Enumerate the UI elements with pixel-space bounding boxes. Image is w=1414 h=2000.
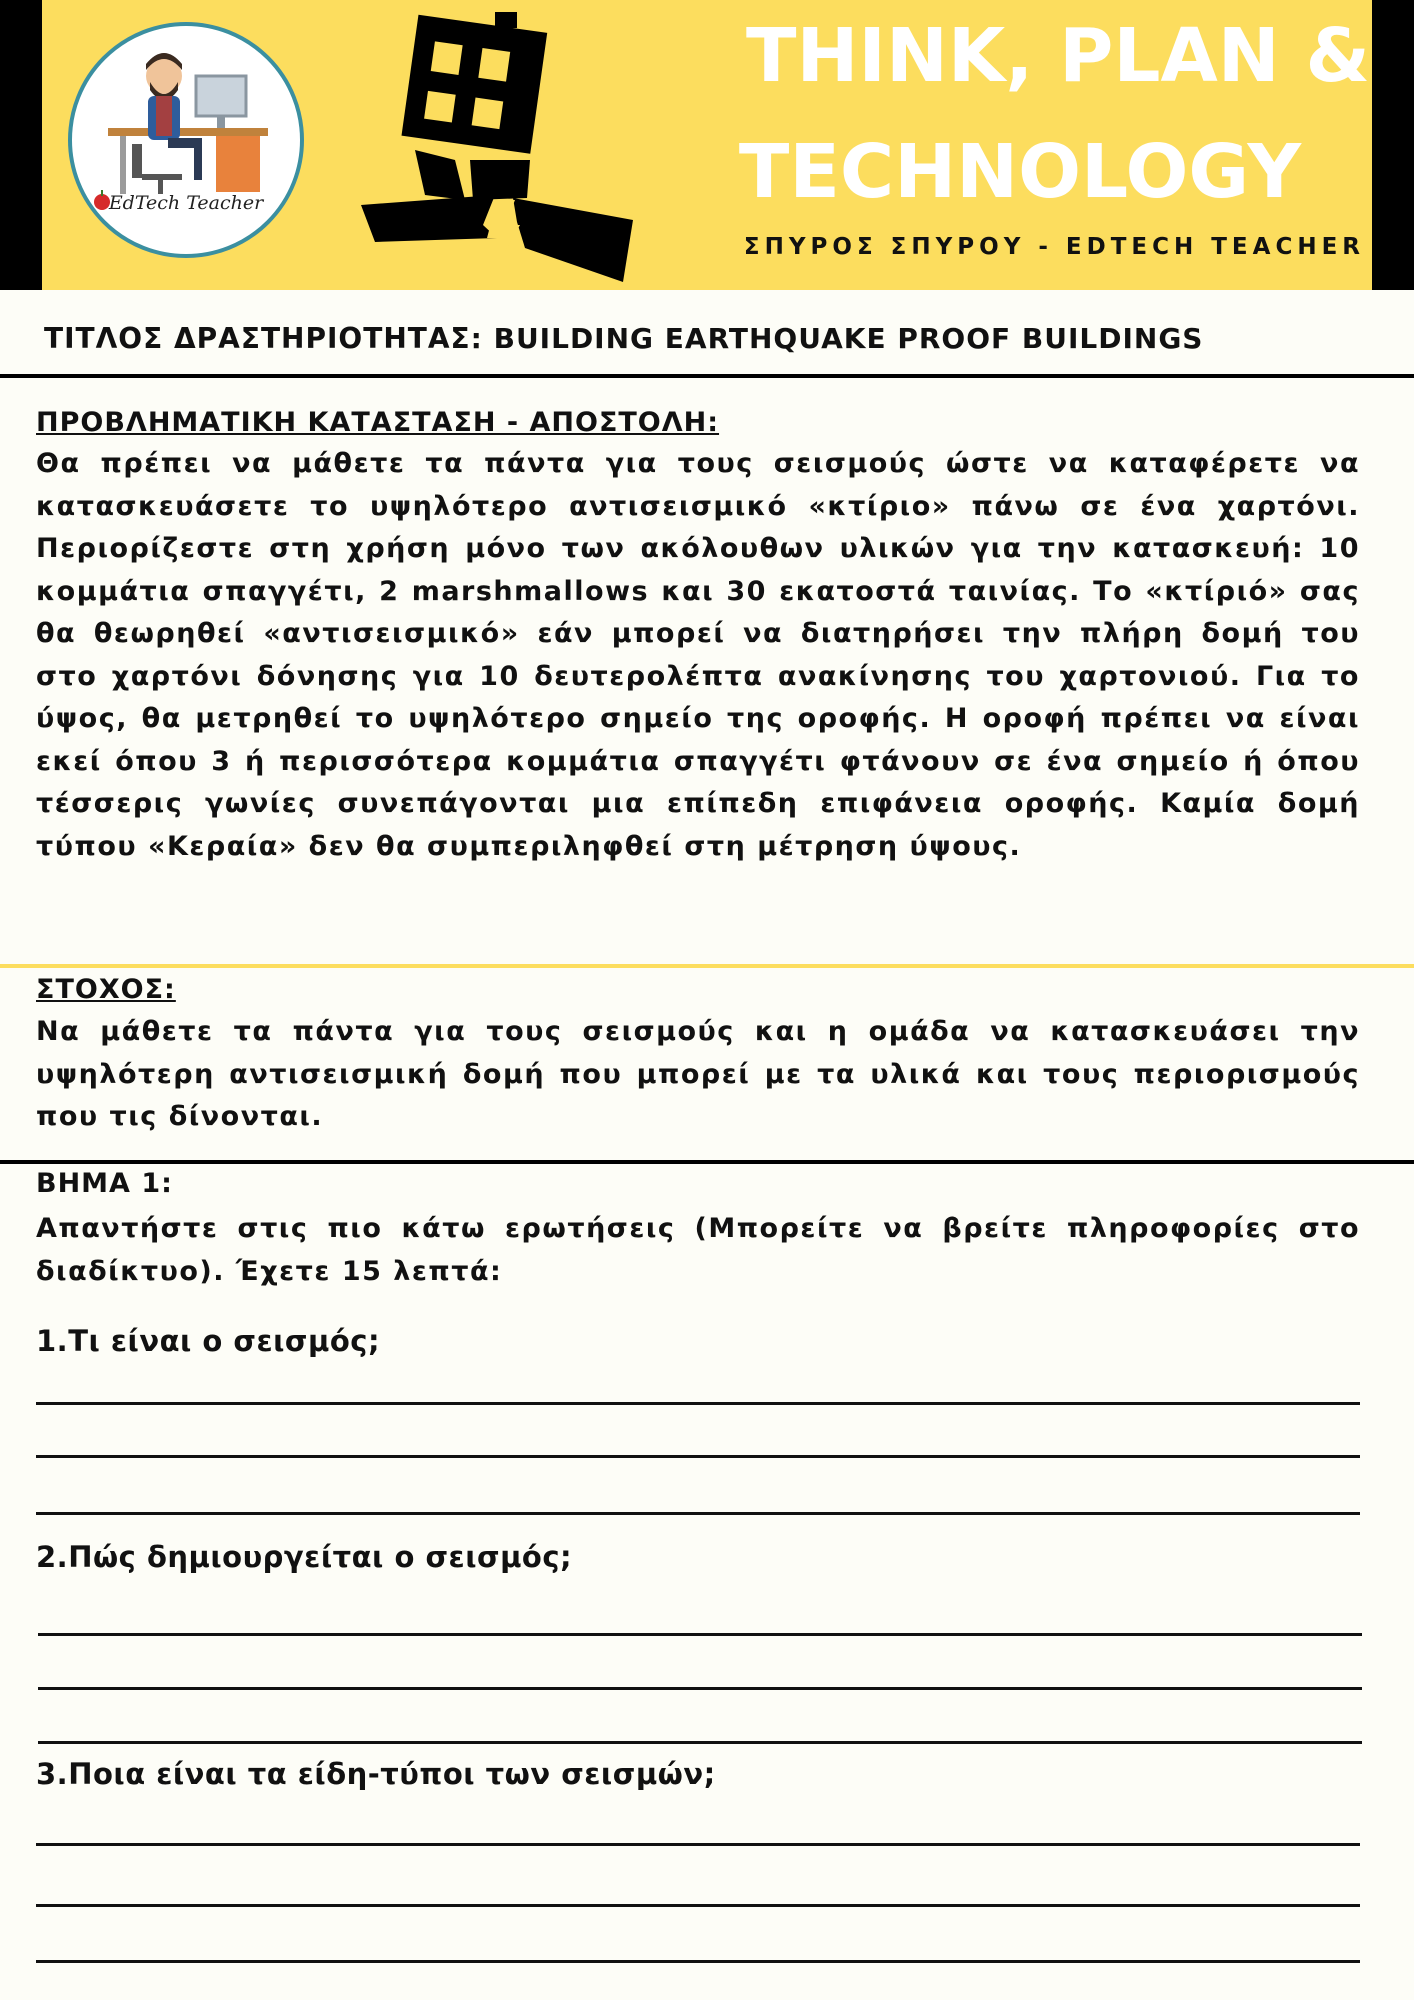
question-3: 3.Ποια είναι τα είδη-τύποι των σεισμών; xyxy=(36,1757,716,1791)
teacher-at-desk-icon xyxy=(72,26,300,254)
question-1: 1.Τι είναι ο σεισμός; xyxy=(36,1324,381,1358)
goal-heading: ΣΤΟΧΟΣ: xyxy=(36,974,176,1005)
divider xyxy=(0,374,1414,378)
step1-instructions: Απαντήστε στις πιο κάτω ερωτήσεις (Μπορείτε να βρείτε πληροφορίες στο διαδίκτυο). Έχετε 15 λεπτά: xyxy=(36,1213,1360,1287)
question-2: 2.Πώς δημιουργείται ο σεισμός; xyxy=(36,1540,573,1574)
answer-line[interactable] xyxy=(38,1687,1362,1690)
logo-text: EdTech Teacher xyxy=(108,192,264,214)
edtech-teacher-logo xyxy=(68,22,304,258)
answer-line[interactable] xyxy=(36,1960,1360,1963)
problem-heading: ΠΡΟΒΛΗΜΑΤΙΚΗ ΚΑΤΑΣΤΑΣΗ - ΑΠΟΣΤΟΛΗ: xyxy=(36,407,720,438)
activity-title: ΤΙΤΛΟΣ ΔΡΑΣΤΗΡΙΟΤΗΤΑΣ: BUILDING EARTHQUAKE PROOF BUILDINGS xyxy=(44,322,1204,355)
answer-line[interactable] xyxy=(38,1633,1362,1636)
author-byline: ΣΠΥΡΟΣ ΣΠΥΡΟΥ - EDTECH TEACHER xyxy=(743,234,1365,260)
answer-line[interactable] xyxy=(36,1904,1360,1907)
answer-line[interactable] xyxy=(36,1512,1360,1515)
cracked-building-icon xyxy=(355,10,645,282)
answer-line[interactable] xyxy=(38,1741,1362,1744)
step1-heading: ΒΗΜΑ 1: xyxy=(36,1168,173,1199)
right-black-bar xyxy=(1372,0,1414,290)
divider xyxy=(0,1160,1414,1164)
divider xyxy=(0,964,1414,968)
left-black-bar xyxy=(0,0,42,290)
problem-text: Θα πρέπει να μάθετε τα πάντα για τους σεισμούς ώστε να καταφέρετε να κατασκευάσετε το υψηλότερο αντισεισμικό «κτίριο» πάνω σε ένα χαρτόνι. Περιορίζεστε στη χρήση μόνο των ακόλουθων υλικών για την κατασκευή: 10 κομμάτια σπαγγέτι, 2 marshmallows και 30 εκατοστά ταινίας. Το «κτίριό» σας θα θεωρηθεί «αντισεισμικό» εάν μπορεί να διατηρήσει την πλήρη δομή του στο χαρτόνι δόνησης για 10 δευτερολέπτα ανακίνησης του χαρτονιού. Για το ύψος, θα μετρηθεί το υψηλότερο σημείο της οροφής. Η οροφή πρέπει να είναι εκεί όπου 3 ή περισσότερα κομμάτια σπαγγέτι φτάνουν σε ένα σημείο ή όπου τέσσερις γωνίες συνεπάγονται μια επίπεδη επιφάνεια οροφής. Καμία δομή τύπου «Κεραία» δεν θα συμπεριληφθεί στη μέτρηση ύψους. xyxy=(36,448,1360,862)
answer-line[interactable] xyxy=(36,1843,1360,1846)
header-banner xyxy=(0,0,1414,290)
answer-line[interactable] xyxy=(36,1402,1360,1405)
title-line-2: TECHNOLOGY xyxy=(738,129,1302,215)
goal-text: Να μάθετε τα πάντα για τους σεισμούς και η ομάδα να κατασκευάσει την υψηλότερη αντισεισμική δομή που μπορεί με τα υλικά και τους περιορισμούς που τις δίνονται. xyxy=(36,1016,1360,1132)
answer-line[interactable] xyxy=(36,1455,1360,1458)
title-line-1: THINK, PLAN & xyxy=(746,13,1370,99)
